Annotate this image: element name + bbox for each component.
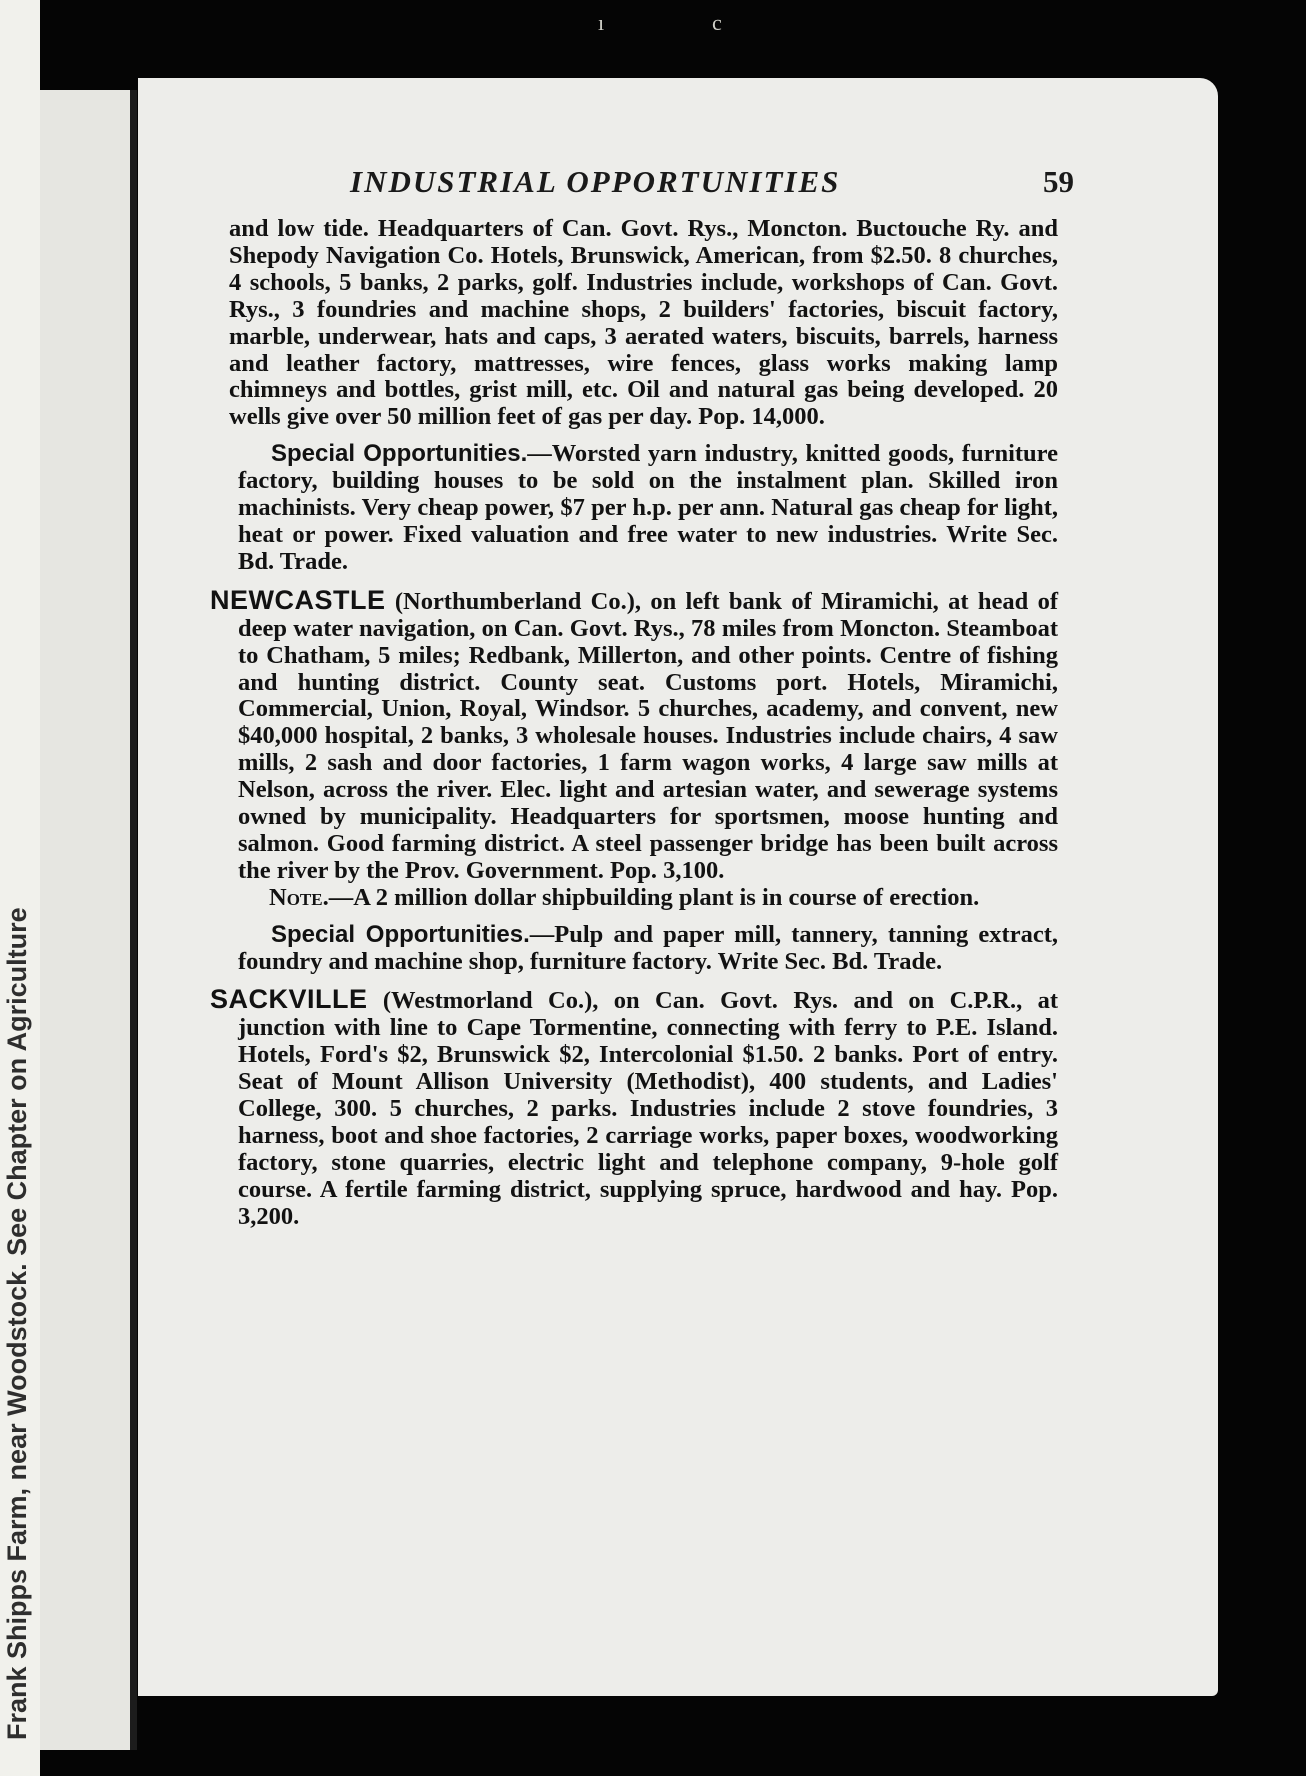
section-lead: Special Opportunities.: [271, 440, 528, 468]
spine-caption: Frank Shipps Farm, near Woodstock. See Chapter on Agriculture: [2, 907, 32, 1740]
town-name: SACKVILLE: [210, 984, 368, 1015]
book-page: [138, 78, 1218, 1696]
adjacent-page-edge: [0, 0, 40, 1776]
paragraph-moncton-continued: and low tide. Headquarters of Can. Govt. Rys., Moncton. Buctouche Ry. and Shepody Navigation Co. Hotels, Brunswick, American, from $2.50. 8 churches, 4 schools, 5 banks, 2 parks, golf. Industries include, workshops of Can. Govt. Rys., 3 foundries and machine shops, 2 builders' factories, biscuit factory, marble, underwear, hats and caps, 3 aerated waters, biscuits, barrels, harness and leather factory, mattresses, wire fences, glass works making lamp chimneys and bottles, grist mill, etc. Oil and natural gas being developed. 20 wells give over 50 million feet of gas per day. Pop. 14,000.: [229, 215, 1058, 431]
entry-newcastle: [210, 584, 1058, 885]
entry-text: (Westmorland Co.), on Can. Govt. Rys. and on C.P.R., at junction with line to Cape Tormentine, connecting with ferry to P.E. Island. Hotels, Ford's $2, Brunswick $2, Intercolonial $1.50. 2 banks. Port of entry. Seat of Mount Allison University (Methodist), 400 students, and Ladies' College, 300. 5 churches, 2 parks. Industries include 2 stove foundries, 3 harness, boot and shoe factories, 2 carriage works, paper boxes, woodworking factory, stone quarries, electric light and telephone company, 9-hole golf course. A fertile farming district, supplying spruce, hardwood and hay. Pop. 3,200.: [238, 987, 1058, 1230]
entry-text: (Northumberland Co.), on left bank of Miramichi, at head of deep water navigation, on Can. Govt. Rys., 78 miles from Moncton. Steamboat to Chatham, 5 miles; Redbank, Millerton, and other points. Centre of fishing and hunting district. County seat. Customs port. Hotels, Miramichi, Commercial, Union, Royal, Windsor. 5 churches, academy, and convent, new $40,000 hospital, 2 banks, 3 wholesale houses. Industries include chairs, 4 saw mills, 2 sash and door factories, 1 farm wagon works, 4 large saw mills at Nelson, across the river. Elec. light and artesian water, and sewerage systems owned by municipality. Headquarters for sportsmen, moose hunting and salmon. Good farming district. A steel passenger bridge has been built across the river by the Prov. Government. Pop. 3,100.: [238, 587, 1058, 884]
running-title: INDUSTRIAL OPPORTUNITIES: [350, 164, 841, 199]
town-name: NEWCASTLE: [210, 584, 386, 615]
paragraph-moncton-opportunities: [238, 441, 1058, 576]
page-number: 59: [1043, 164, 1074, 199]
paragraph-newcastle-opportunities: [238, 922, 1058, 976]
left-page-gutter: [40, 90, 137, 1750]
paragraph-newcastle-note: [238, 885, 1058, 912]
paragraph-text: —Worsted yarn industry, knitted goods, furniture factory, building houses to be sold on the instalment plan. Skilled iron machinists. Very cheap power, $7 per h.p. per ann. Natural gas cheap for light, heat or power. Fixed valuation and free water to new industries. Write Sec. Bd. Trade.: [238, 440, 1058, 575]
scan-speck: c: [712, 10, 722, 35]
page-body: [210, 216, 1058, 1231]
section-lead: Special Opportunities.: [271, 920, 530, 948]
page-header: [350, 164, 1074, 210]
paragraph-text: —A 2 million dollar shipbuilding plant is in course of erection.: [328, 883, 980, 911]
entry-sackville: [210, 984, 1058, 1230]
paragraph-text: —Pulp and paper mill, tannery, tanning extract, foundry and machine shop, furniture factory. Write Sec. Bd. Trade.: [238, 920, 1058, 975]
scan-speck: ı: [598, 10, 605, 35]
note-lead: Note.: [269, 883, 329, 911]
